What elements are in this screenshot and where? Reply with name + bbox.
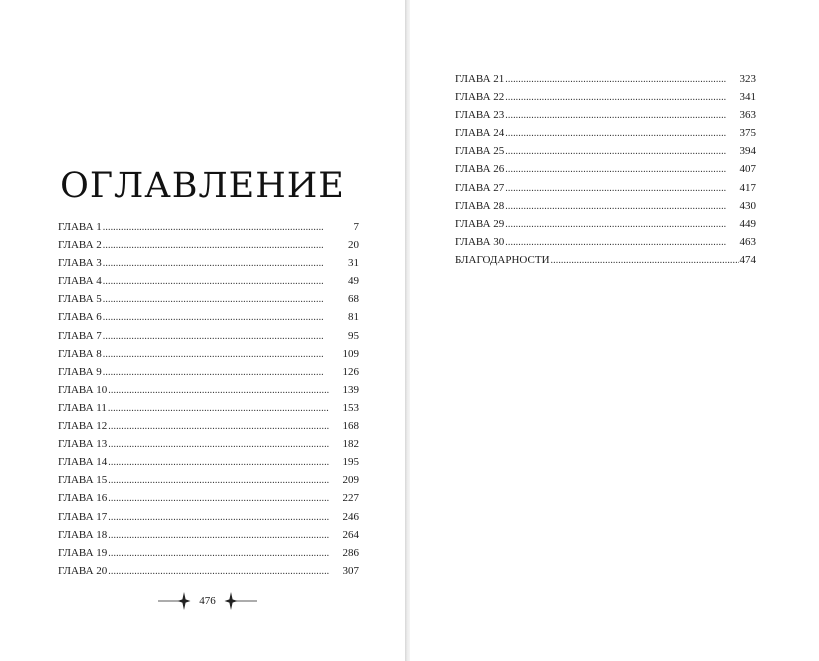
toc-entry-page-number: 209 <box>342 474 359 487</box>
toc-entry <box>455 197 756 215</box>
toc-entry-page-number: 31 <box>348 257 359 270</box>
toc-dot-leader <box>505 143 738 161</box>
toc-entry-page-number: 246 <box>342 510 359 523</box>
toc-entry <box>58 290 359 308</box>
toc-entry <box>58 399 359 417</box>
toc-entry-page-number: 341 <box>739 91 756 104</box>
toc-entry-label: ГЛАВА 2 <box>58 239 102 252</box>
toc-entry-label: ГЛАВА 6 <box>58 311 102 324</box>
toc-entry-page-number: 126 <box>342 365 359 378</box>
page-number: 476 <box>199 595 216 607</box>
toc-dot-leader <box>108 400 342 418</box>
toc-entry <box>58 489 359 507</box>
page-folio <box>150 591 265 611</box>
toc-entry-label: ГЛАВА 21 <box>455 73 505 85</box>
toc-entry-page-number: 168 <box>342 420 359 433</box>
toc-entry-label: ГЛАВА 12 <box>58 420 108 433</box>
toc-dot-leader <box>108 454 341 472</box>
toc-dot-leader <box>103 237 347 255</box>
toc-dot-leader <box>505 161 738 179</box>
toc-dot-leader <box>103 364 342 382</box>
toc-dot-leader <box>103 346 342 364</box>
toc-entry <box>455 251 756 269</box>
toc-dot-leader <box>103 273 347 291</box>
toc-list-left <box>58 218 359 580</box>
toc-entry <box>58 272 359 290</box>
toc-entry <box>455 233 756 251</box>
toc-entry-label: ГЛАВА 1 <box>58 221 102 233</box>
toc-entry <box>455 179 756 197</box>
toc-entry-label: ГЛАВА 3 <box>58 257 102 270</box>
toc-entry-page-number: 474 <box>739 253 756 266</box>
toc-dot-leader <box>505 125 738 143</box>
toc-entry-label: ГЛАВА 5 <box>58 293 102 306</box>
toc-entry <box>455 88 756 106</box>
toc-entry-page-number: 417 <box>739 181 756 194</box>
toc-entry <box>455 70 756 88</box>
toc-entry-label: ГЛАВА 15 <box>58 474 108 487</box>
toc-entry-page-number: 153 <box>342 401 359 414</box>
toc-dot-leader <box>505 216 738 234</box>
toc-entry-label: ГЛАВА 17 <box>58 510 108 523</box>
toc-entry-page-number: 463 <box>739 235 756 248</box>
toc-entry <box>58 236 359 254</box>
toc-entry-page-number: 7 <box>353 221 359 233</box>
toc-dot-leader <box>103 309 347 327</box>
toc-entry-label: ГЛАВА 11 <box>58 401 107 414</box>
toc-dot-leader <box>103 255 347 273</box>
toc-entry-page-number: 375 <box>739 127 756 140</box>
toc-dot-leader <box>108 527 341 545</box>
toc-entry-label: ГЛАВА 28 <box>455 199 505 212</box>
toc-entry-label: ГЛАВА 27 <box>455 181 505 194</box>
toc-entry-page-number: 68 <box>348 293 359 306</box>
toc-entry <box>58 435 359 453</box>
toc-entry-page-number: 81 <box>348 311 359 324</box>
toc-entry-label: ГЛАВА 18 <box>58 528 108 541</box>
toc-title: ОГЛАВЛЕНИЕ <box>60 166 345 207</box>
toc-dot-leader <box>108 418 341 436</box>
toc-entry-page-number: 286 <box>342 546 359 559</box>
toc-entry <box>58 453 359 471</box>
toc-entry-label: ГЛАВА 30 <box>455 235 505 248</box>
toc-dot-leader <box>103 219 353 237</box>
toc-entry-page-number: 95 <box>348 329 359 342</box>
toc-entry-page-number: 109 <box>342 347 359 360</box>
toc-entry <box>455 106 756 124</box>
toc-entry-label: ГЛАВА 19 <box>58 546 108 559</box>
toc-entry-page-number: 182 <box>342 438 359 451</box>
toc-entry-page-number: 430 <box>739 199 756 212</box>
toc-entry-page-number: 363 <box>739 109 756 122</box>
toc-dot-leader <box>551 252 739 270</box>
toc-entry-label: БЛАГОДАРНОСТИ <box>455 253 550 266</box>
toc-entry-page-number: 227 <box>342 492 359 505</box>
toc-entry-page-number: 264 <box>342 528 359 541</box>
toc-entry-page-number: 323 <box>739 73 756 85</box>
toc-entry <box>58 381 359 399</box>
toc-entry-page-number: 394 <box>739 145 756 158</box>
toc-dot-leader <box>505 89 738 107</box>
toc-dot-leader <box>108 472 341 490</box>
toc-entry <box>58 526 359 544</box>
toc-entry-label: ГЛАВА 4 <box>58 275 102 288</box>
toc-entry <box>58 471 359 489</box>
toc-entry <box>58 218 359 236</box>
toc-entry <box>455 142 756 160</box>
toc-entry-page-number: 20 <box>348 239 359 252</box>
toc-dot-leader <box>505 180 738 198</box>
toc-entry-page-number: 307 <box>342 564 359 577</box>
toc-entry-page-number: 407 <box>739 163 756 176</box>
toc-entry <box>455 124 756 142</box>
toc-entry <box>58 308 359 326</box>
toc-entry-label: ГЛАВА 13 <box>58 438 108 451</box>
toc-entry-label: ГЛАВА 10 <box>58 383 108 396</box>
toc-dot-leader <box>108 545 341 563</box>
toc-dot-leader <box>108 382 341 400</box>
sparkle-ornament-icon <box>224 591 258 611</box>
toc-entry-label: ГЛАВА 23 <box>455 109 505 122</box>
toc-entry <box>58 417 359 435</box>
toc-entry <box>58 562 359 580</box>
toc-entry-label: ГЛАВА 26 <box>455 163 505 176</box>
toc-entry <box>455 160 756 178</box>
toc-entry-label: ГЛАВА 25 <box>455 145 505 158</box>
toc-entry-label: ГЛАВА 7 <box>58 329 102 342</box>
toc-entry-page-number: 195 <box>342 456 359 469</box>
toc-entry-label: ГЛАВА 9 <box>58 365 102 378</box>
toc-entry <box>58 508 359 526</box>
toc-entry <box>58 345 359 363</box>
toc-entry-label: ГЛАВА 14 <box>58 456 108 469</box>
toc-entry-label: ГЛАВА 16 <box>58 492 108 505</box>
toc-entry <box>58 363 359 381</box>
sparkle-ornament-icon <box>157 591 191 611</box>
toc-dot-leader <box>505 71 738 89</box>
toc-entry-label: ГЛАВА 29 <box>455 217 505 230</box>
toc-entry-label: ГЛАВА 20 <box>58 564 108 577</box>
toc-dot-leader <box>108 563 341 581</box>
toc-dot-leader <box>103 328 347 346</box>
toc-entry <box>58 327 359 345</box>
toc-dot-leader <box>505 234 738 252</box>
toc-entry <box>455 215 756 233</box>
toc-dot-leader <box>505 198 738 216</box>
toc-entry-page-number: 449 <box>739 217 756 230</box>
toc-dot-leader <box>108 436 341 454</box>
toc-entry <box>58 254 359 272</box>
toc-dot-leader <box>103 291 347 309</box>
toc-dot-leader <box>505 107 738 125</box>
toc-entry <box>58 544 359 562</box>
toc-entry-page-number: 49 <box>348 275 359 288</box>
toc-entry-page-number: 139 <box>342 383 359 396</box>
toc-entry-label: ГЛАВА 8 <box>58 347 102 360</box>
toc-entry-label: ГЛАВА 24 <box>455 127 505 140</box>
toc-list-right <box>455 70 756 269</box>
toc-entry-label: ГЛАВА 22 <box>455 91 505 104</box>
toc-dot-leader <box>108 490 341 508</box>
toc-dot-leader <box>108 509 341 527</box>
